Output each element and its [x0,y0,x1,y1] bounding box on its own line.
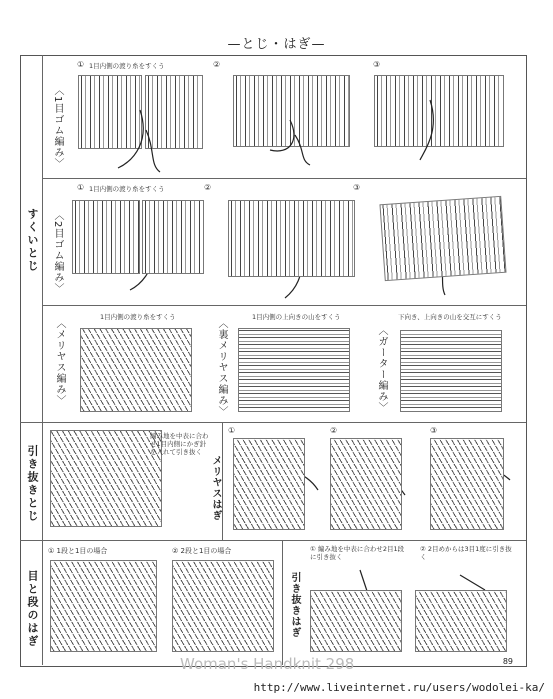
row3-caption1: 1目内側の渡り糸をすくう [100,313,176,321]
row4-label: メリヤスはぎ [210,455,221,521]
row2-step1-num: ① [77,183,85,192]
row2-step2-num: ② [204,183,212,192]
knit-swatch [400,330,502,412]
knit-swatch [238,328,350,412]
knit-swatch [50,430,162,527]
row3-label-garter: 〈ガーター編み〉 [376,325,387,413]
source-url[interactable]: http://www.liveinternet.ru/users/wodolei-ka/ [253,681,545,694]
row4-step1-num: ① [228,426,236,435]
knit-swatch [379,196,506,281]
row5-label: 引き抜きはぎ [289,572,300,638]
row4-step2-num: ② [330,426,338,435]
knit-swatch [142,200,204,274]
section-label-sukui-toji: すくいとじ [26,208,39,273]
knit-swatch [172,560,274,652]
knit-swatch [80,328,192,412]
knit-swatch [310,590,402,652]
row1-label: 〈1目ゴム編み〉 [52,85,63,170]
row5-note1: ① 編み地を中表に合わせ2目1段に引き抜く [310,545,405,561]
row1-step1-num: ① [77,60,85,69]
row4-note: 編み地を中表に合わせ1目内側にかぎ針を入れて引き抜く [150,432,209,456]
row2-step1-caption: 1目内側の渡り糸をすくう [89,185,165,193]
section-label-me-to-dan: 目と段のはぎ [26,570,39,648]
section-label-hikinuki-toji: 引き抜きとじ [26,445,39,523]
row2-step3-num: ③ [353,183,361,192]
row1-step2-num: ② [213,60,221,69]
row4-step3-num: ③ [430,426,438,435]
row3-label-reverse: 〈裏メリヤス編み〉 [216,318,227,417]
knit-swatch [330,438,402,530]
knit-swatch [415,590,507,652]
row2-label: 〈2目ゴム編み〉 [52,210,63,295]
knit-swatch [72,200,140,274]
knit-swatch [50,560,157,652]
knit-swatch [228,200,355,277]
page-number: 89 [502,657,513,666]
row3-label-stockinette: 〈メリヤス編み〉 [54,318,65,406]
row3-caption2: 1目内側の上向きの山をすくう [252,313,341,321]
row3-caption3: 下向き、上向きの山を交互にすくう [398,313,502,321]
knit-swatch [430,438,504,530]
row5-step2: ② 2段と1目の場合 [172,547,232,555]
row5-step1: ① 1段と1目の場合 [48,547,108,555]
row5-note2: ② 2目めからは3目1度に引き抜く [420,545,512,561]
watermark: Woman's Handknit 298 [180,655,355,673]
row1-step1-caption: 1目内側の渡り糸をすくう [89,62,165,70]
page-title: —とじ・はぎ— [227,37,326,52]
row1-step3-num: ③ [373,60,381,69]
knit-swatch [233,438,305,530]
